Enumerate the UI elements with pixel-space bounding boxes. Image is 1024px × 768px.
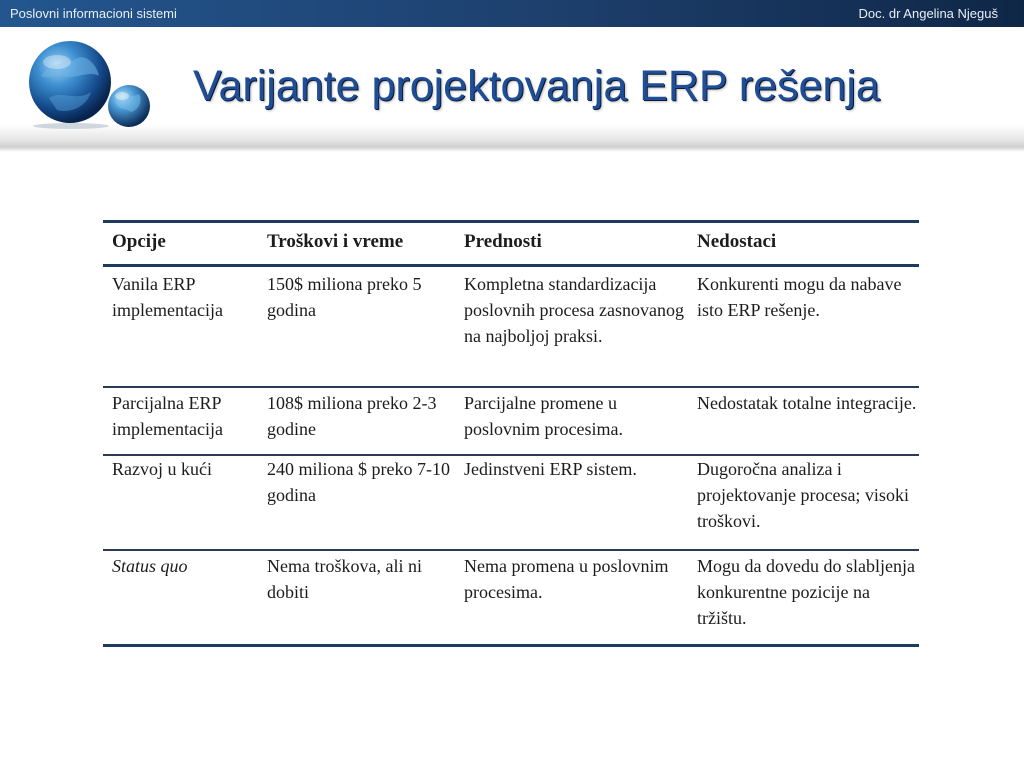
table-row — [103, 551, 919, 644]
column-header: Opcije — [112, 231, 166, 252]
table-header-row — [103, 223, 919, 264]
cost-cell: 240 miliona $ preko 7-10 godina — [267, 459, 450, 505]
option-cell: Razvoj u kući — [112, 459, 212, 479]
column-header: Prednosti — [464, 231, 542, 252]
cost-cell: 108$ miliona preko 2-3 godine — [267, 393, 437, 439]
column-header: Nedostaci — [697, 231, 777, 252]
option-cell: Parcijalna ERP implementacija — [112, 393, 223, 439]
pros-cell: Parcijalne promene u poslovnim procesima. — [464, 393, 623, 439]
cost-cell: 150$ miliona preko 5 godina — [267, 274, 422, 320]
option-cell: Vanila ERP implementacija — [112, 274, 223, 320]
top-bar — [0, 0, 1024, 27]
pros-cell: Kompletna standardizacija poslovnih procesa zasnovanog na najboljoj praksi. — [464, 274, 684, 346]
globe-logo-icon — [27, 40, 153, 130]
cost-cell: Nema troškova, ali ni dobiti — [267, 556, 422, 602]
slide-title: Varijante projektovanja ERP rešenja — [193, 62, 880, 110]
option-cell: Status quo — [112, 556, 188, 576]
column-header: Troškovi i vreme — [267, 231, 404, 252]
table-row — [103, 388, 919, 454]
table-row — [103, 456, 919, 549]
table-row — [103, 267, 919, 386]
cons-cell: Konkurenti mogu da nabave isto ERP rešenje. — [697, 274, 902, 320]
author-name: Doc. dr Angelina Njeguš — [858, 6, 998, 21]
pros-cell: Nema promena u poslovnim procesima. — [464, 556, 669, 602]
cons-cell: Mogu da dovedu do slabljenja konkurentne pozicije na tržištu. — [697, 556, 915, 628]
table-bottom-rule — [103, 644, 919, 647]
erp-options-table — [103, 220, 919, 647]
course-name: Poslovni informacioni sistemi — [10, 6, 177, 21]
cons-cell: Dugoročna analiza i projektovanje procesa; visoki troškovi. — [697, 459, 909, 531]
pros-cell: Jedinstveni ERP sistem. — [464, 459, 637, 479]
cons-cell: Nedostatak totalne integracije. — [697, 393, 917, 413]
